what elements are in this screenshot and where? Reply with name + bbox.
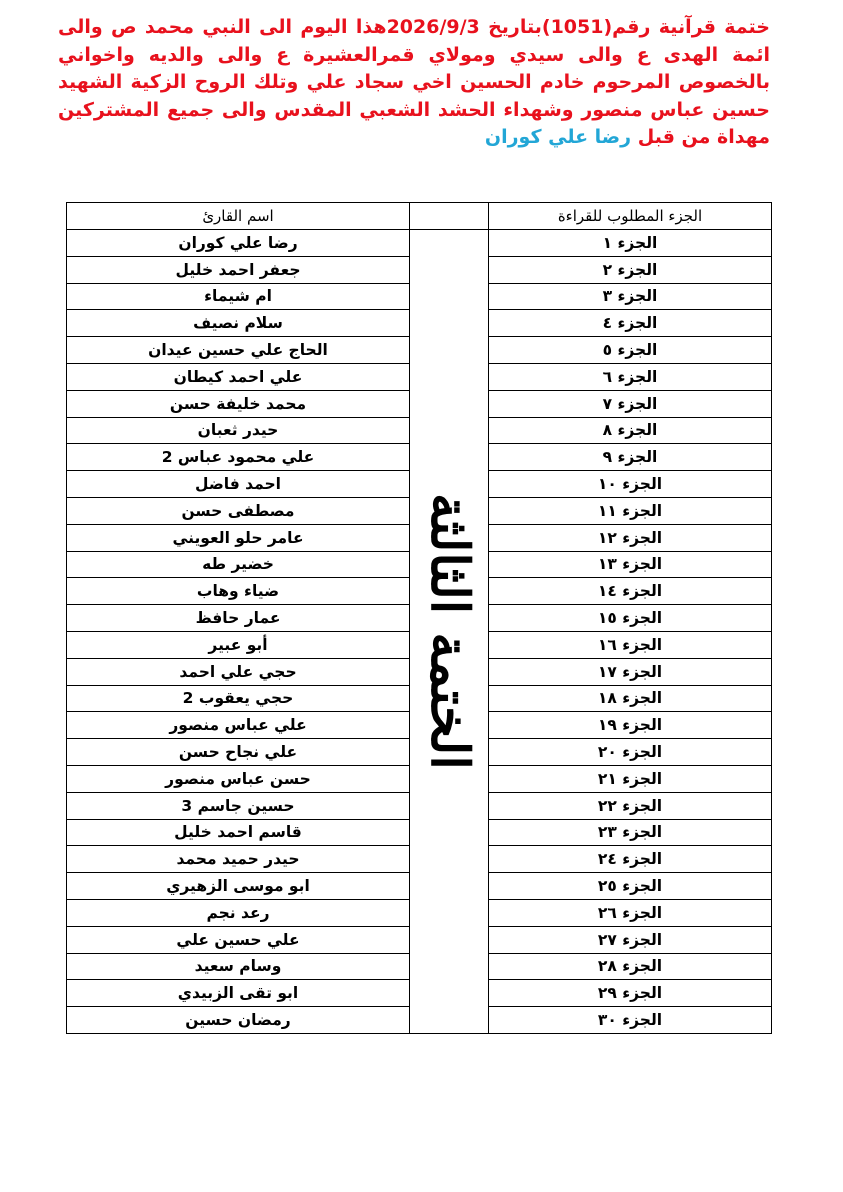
reader-name-cell: حيدر حميد محمد xyxy=(67,846,410,873)
reader-name-cell: علي عباس منصور xyxy=(67,712,410,739)
juz-part-cell: الجزء ٣ xyxy=(489,283,772,310)
juz-part-cell: الجزء ٢٦ xyxy=(489,899,772,926)
dedication-header xyxy=(58,14,770,152)
juz-part-cell: الجزء ٢ xyxy=(489,256,772,283)
juz-part-cell: الجزء ١١ xyxy=(489,497,772,524)
juz-part-cell: الجزء ٤ xyxy=(489,310,772,337)
juz-part-cell: الجزء ٥ xyxy=(489,337,772,364)
reader-name-cell: علي نجاح حسن xyxy=(67,739,410,766)
dedication-text: ختمة قرآنية رقم(1051)بتاريخ 2026/9/3هذا اليوم الى النبي محمد ص والى ائمة الهدى ع والى سيدي ومولاي قمرالعشيرة ع والى والديه واخواني بالخصوص المرحوم خادم الحسين اخي سجاد علي وتلك الروح الزكية الشهيد حسين عباس منصور وشهداء الحشد الشعبي المقدس والى جميع المشتركين مهداة من قبل xyxy=(58,16,770,148)
reader-name-cell: وسام سعيد xyxy=(67,953,410,980)
juz-part-cell: الجزء ٢٧ xyxy=(489,926,772,953)
reader-name-cell: رعد نجم xyxy=(67,899,410,926)
reader-name-cell: قاسم احمد خليل xyxy=(67,819,410,846)
column-header-part: الجزء المطلوب للقراءة xyxy=(489,203,772,230)
juz-part-cell: الجزء ١٠ xyxy=(489,471,772,498)
juz-part-cell: الجزء ٢٩ xyxy=(489,980,772,1007)
reading-schedule-table xyxy=(66,202,772,1034)
juz-part-cell: الجزء ١٤ xyxy=(489,578,772,605)
table-row xyxy=(67,230,772,257)
reader-name-cell: سلام نصيف xyxy=(67,310,410,337)
juz-part-cell: الجزء ٢٠ xyxy=(489,739,772,766)
khatma-title: الختمة الثالثة xyxy=(419,493,480,770)
juz-part-cell: الجزء ١٢ xyxy=(489,524,772,551)
table-body xyxy=(67,230,772,1034)
juz-part-cell: الجزء ١٧ xyxy=(489,658,772,685)
reader-name-cell: علي احمد كيطان xyxy=(67,363,410,390)
reader-name-cell: حجي علي احمد xyxy=(67,658,410,685)
reader-name-cell: رضا علي كوران xyxy=(67,230,410,257)
juz-part-cell: الجزء ٧ xyxy=(489,390,772,417)
reader-name-cell: حجي يعقوب 2 xyxy=(67,685,410,712)
juz-part-cell: الجزء ٩ xyxy=(489,444,772,471)
reader-name-cell: ام شيماء xyxy=(67,283,410,310)
reader-name-cell: أبو عبير xyxy=(67,631,410,658)
reader-name-cell: حسين جاسم 3 xyxy=(67,792,410,819)
reader-name-cell: عامر حلو العويني xyxy=(67,524,410,551)
reader-name-cell: ضياء وهاب xyxy=(67,578,410,605)
reader-name-cell: محمد خليفة حسن xyxy=(67,390,410,417)
reader-name-cell: خضير طه xyxy=(67,551,410,578)
reader-name-cell: علي محمود عباس 2 xyxy=(67,444,410,471)
juz-part-cell: الجزء ١ xyxy=(489,230,772,257)
reader-name-cell: رمضان حسين xyxy=(67,1007,410,1034)
column-header-blank xyxy=(410,203,489,230)
reader-name-cell: حسن عباس منصور xyxy=(67,765,410,792)
juz-part-cell: الجزء ٨ xyxy=(489,417,772,444)
juz-part-cell: الجزء ٢٣ xyxy=(489,819,772,846)
juz-part-cell: الجزء ١٨ xyxy=(489,685,772,712)
reader-name-cell: علي حسين علي xyxy=(67,926,410,953)
reader-name-cell: ابو تقى الزبيدي xyxy=(67,980,410,1007)
reader-name-cell: مصطفى حسن xyxy=(67,497,410,524)
juz-part-cell: الجزء ٢١ xyxy=(489,765,772,792)
column-header-reader: اسم القارئ xyxy=(67,203,410,230)
juz-part-cell: الجزء ٢٤ xyxy=(489,846,772,873)
juz-part-cell: الجزء ٣٠ xyxy=(489,1007,772,1034)
juz-part-cell: الجزء ١٩ xyxy=(489,712,772,739)
reader-name-cell: ابو موسى الزهيري xyxy=(67,873,410,900)
reader-name-cell: عمار حافظ xyxy=(67,605,410,632)
juz-part-cell: الجزء ٢٢ xyxy=(489,792,772,819)
reader-name-cell: جعفر احمد خليل xyxy=(67,256,410,283)
reader-name-cell: الحاج علي حسين عيدان xyxy=(67,337,410,364)
juz-part-cell: الجزء ٢٥ xyxy=(489,873,772,900)
khatma-title-cell xyxy=(410,230,489,1034)
table-header-row xyxy=(67,203,772,230)
dedicator-name: رضا علي كوران xyxy=(484,126,632,148)
juz-part-cell: الجزء ١٥ xyxy=(489,605,772,632)
reader-name-cell: احمد فاضل xyxy=(67,471,410,498)
juz-part-cell: الجزء ٦ xyxy=(489,363,772,390)
juz-part-cell: الجزء ٢٨ xyxy=(489,953,772,980)
reader-name-cell: حيدر ثعبان xyxy=(67,417,410,444)
juz-part-cell: الجزء ١٦ xyxy=(489,631,772,658)
juz-part-cell: الجزء ١٣ xyxy=(489,551,772,578)
